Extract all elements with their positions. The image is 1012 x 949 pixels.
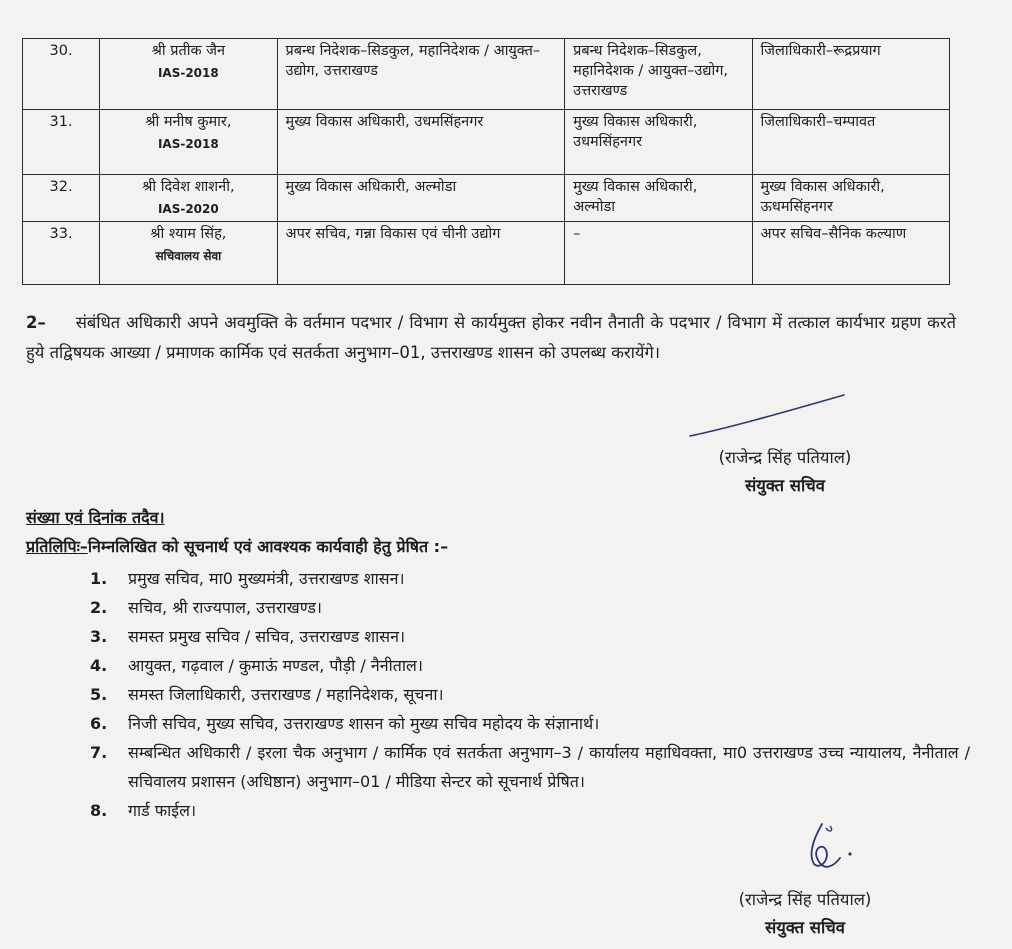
list-item: 4. आयुक्त, गढ़वाल / कुमाऊं मण्डल, पौड़ी / नैनीताल। (90, 656, 423, 675)
table-row (23, 222, 950, 285)
new-posting: मुख्य विकास अधिकारी, ऊधमसिंहनगर (752, 175, 949, 222)
current-post: अपर सचिव, गन्ना विकास एवं चीनी उद्योग (277, 222, 565, 285)
signatory-designation: संयुक्त सचिव (765, 918, 845, 937)
signatory-name: (राजेन्द्र सिंह पतियाल) (718, 448, 852, 467)
list-item: 8. गार्ड फाईल। (90, 801, 197, 820)
list-item: 1. प्रमुख सचिव, मा0 मुख्यमंत्री, उत्तराखण्ड शासन। (90, 569, 405, 588)
signature-block-1 (680, 444, 890, 500)
reference-line: संख्या एवं दिनांक तदैव। (26, 508, 165, 527)
row-number: 33. (23, 222, 100, 285)
officer-service: IAS-2018 (157, 137, 219, 151)
table-row (23, 175, 950, 222)
signature-stroke (688, 392, 848, 440)
officer-name: श्री श्याम सिंह, सचिवालय सेवा (100, 222, 277, 285)
list-item: 5. समस्त जिलाधिकारी, उत्तराखण्ड / महानिदेशक, सूचना। (90, 685, 444, 704)
officer-service: सचिवालय सेवा (155, 249, 222, 263)
instruction-paragraph (26, 308, 956, 368)
list-item: 6. निजी सचिव, मुख्य सचिव, उत्तराखण्ड शासन को मुख्य सचिव महोदय के संज्ञानार्थ। (90, 714, 600, 733)
copy-list (90, 564, 970, 825)
paragraph-text: संबंधित अधिकारी अपने अवमुक्ति के वर्तमान पदभार / विभाग से कार्यमुक्त होकर नवीन तैनाती के पदभार / विभाग में तत्काल कार्यभार ग्रहण करते हुये तद्विषयक आख्या / प्रमाणक कार्मिक एवं सतर्कता अनुभाग–01, उत्तराखण्ड शासन को उपलब्ध करायेंगे। (26, 313, 956, 362)
officer-name: श्री मनीष कुमार, IAS-2018 (100, 110, 277, 175)
new-posting: अपर सचिव–सैनिक कल्याण (752, 222, 949, 285)
row-number: 31. (23, 110, 100, 175)
current-post: मुख्य विकास अधिकारी, उधमसिंहनगर (277, 110, 565, 175)
table-row (23, 39, 950, 110)
copy-heading (26, 535, 448, 557)
current-post: प्रबन्ध निदेशक–सिडकुल, महानिदेशक / आयुक्त–उद्योग, उत्तराखण्ड (277, 39, 565, 110)
row-number: 32. (23, 175, 100, 222)
signatory-designation: संयुक्त सचिव (745, 476, 825, 495)
list-item: 3. समस्त प्रमुख सचिव / सचिव, उत्तराखण्ड शासन। (90, 627, 406, 646)
relieved-post: प्रबन्ध निदेशक–सिडकुल, महानिदेशक / आयुक्त–उद्योग, उत्तराखण्ड (565, 39, 752, 110)
new-posting: जिलाधिकारी–रूद्रप्रयाग (752, 39, 949, 110)
officer-service: IAS-2018 (157, 66, 219, 80)
signature-block-2 (700, 886, 910, 942)
list-item: 7. सम्बन्धित अधिकारी / इरला चैक अनुभाग / कार्मिक एवं सतर्कता अनुभाग–3 / कार्यालय महाधिवक्ता, मा0 उत्तराखण्ड उच्च न्यायालय, नैनीताल / सचिवालय प्रशासन (अधिष्ठान) अनुभाग–01 / मीडिया सेन्टर को सूचनार्थ प्रेषित। (90, 743, 970, 791)
relieved-post: मुख्य विकास अधिकारी, अल्मोडा (565, 175, 752, 222)
row-number: 30. (23, 39, 100, 110)
officer-name: श्री दिवेश शाशनी, IAS-2020 (100, 175, 277, 222)
handwritten-initials (800, 820, 870, 876)
copy-heading-text: निम्नलिखित को सूचनार्थ एवं आवश्यक कार्यवाही हेतु प्रेषित :– (87, 537, 449, 556)
officer-name: श्री प्रतीक जैन IAS-2018 (100, 39, 277, 110)
new-posting: जिलाधिकारी–चम्पावत (752, 110, 949, 175)
relieved-post: मुख्य विकास अधिकारी, उधमसिंहनगर (565, 110, 752, 175)
officer-service: IAS-2020 (157, 202, 219, 216)
copy-label: प्रतिलिपिः– (26, 537, 88, 556)
transfer-table (22, 38, 950, 285)
signatory-name: (राजेन्द्र सिंह पतियाल) (738, 890, 872, 909)
paragraph-number: 2– (26, 313, 46, 332)
list-item: 2. सचिव, श्री राज्यपाल, उत्तराखण्ड। (90, 598, 322, 617)
table-row (23, 110, 950, 175)
current-post: मुख्य विकास अधिकारी, अल्मोडा (277, 175, 565, 222)
relieved-post: – (565, 222, 752, 285)
